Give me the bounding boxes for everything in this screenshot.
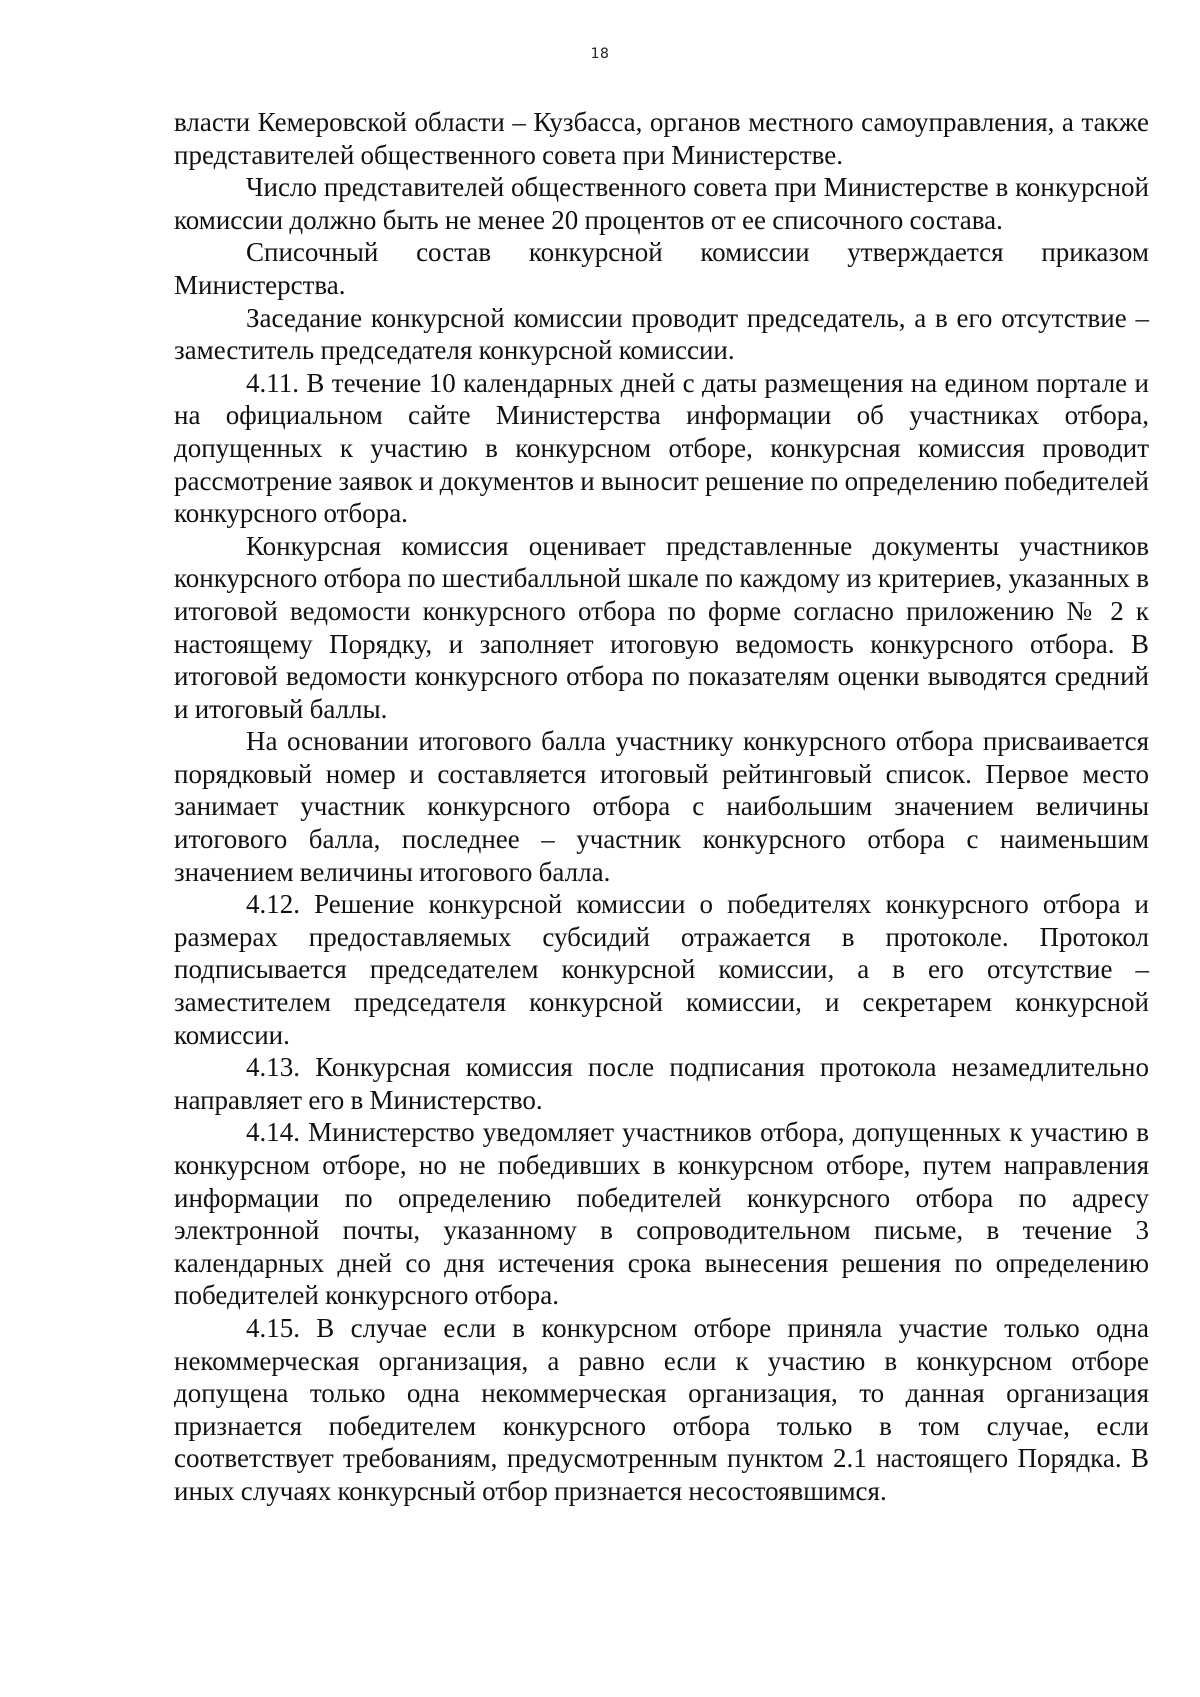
paragraph-4-11: 4.11. В течение 10 календарных дней с даты размещения на едином портале и на официальном сайте Министерства информации об участниках отбора, допущенных к участию в конкурсном отборе, конкурсная комиссия проводит рассмотрение заявок и документов и выносит решение по определению победителей конкурсного отбора.	[174, 367, 1149, 529]
paragraph-4-13: 4.13. Конкурсная комиссия после подписания протокола незамедлительно направляет его в Министерство.	[174, 1052, 1149, 1115]
paragraph-4-14: 4.14. Министерство уведомляет участников отбора, допущенных к участию в конкурсном отборе, но не победивших в конкурсном отборе, путем направления информации по определению победителей конкурсного отбора по адресу электронной почты, указанному в сопроводительном письме, в течение 3 календарных дней со дня истечения срока вынесения решения по определению победителей конкурсного отбора.	[174, 1117, 1149, 1311]
paragraph-rating-list: На основании итогового балла участнику конкурсного отбора присваивается порядковый номер и составляется итоговый рейтинговый список. Первое место занимает участник конкурсного отбора с наибольшим значением величины итогового балла, последнее – участник конкурсного отбора с наименьшим значением величины итогового балла.	[174, 726, 1149, 887]
paragraph-commission-composition: Списочный состав конкурсной комиссии утверждается приказом Министерства.	[174, 237, 1149, 300]
page-number: 18	[590, 46, 610, 62]
paragraph-commission-meeting: Заседание конкурсной комиссии проводит председатель, а в его отсутствие – заместитель председателя конкурсной комиссии.	[174, 302, 1149, 366]
paragraph-public-council-share: Число представителей общественного совета при Министерстве в конкурсной комиссии должно быть не менее 20 процентов от ее списочного состава.	[174, 172, 1149, 235]
paragraph-4-15: 4.15. В случае если в конкурсном отборе приняла участие только одна некоммерческая организация, а равно если к участию в конкурсном отборе допущена только одна некоммерческая организация, то данная организация признается победителем конкурсного отбора только в том случае, если соответствует требованиям, предусмотренным пунктом 2.1 настоящего Порядка. В иных случаях конкурсный отбор признается несостоявшимся.	[174, 1312, 1149, 1506]
paragraph-4-12: 4.12. Решение конкурсной комиссии о победителях конкурсного отбора и размерах предоставляемых субсидий отражается в протоколе. Протокол подписывается председателем конкурсной комиссии, а в его отсутствие – заместителем председателя конкурсной комиссии, и секретарем конкурсной комиссии.	[174, 889, 1149, 1050]
document-body	[174, 106, 1149, 1508]
paragraph-evaluation: Конкурсная комиссия оценивает представленные документы участников конкурсного отбора по шестибалльной шкале по каждому из критериев, указанных в итоговой ведомости конкурсного отбора по форме согласно приложению № 2 к настоящему Порядку, и заполняет итоговую ведомость конкурсного отбора. В итоговой ведомости конкурсного отбора по показателям оценки выводятся средний и итоговый баллы.	[174, 530, 1149, 724]
paragraph-continuation: власти Кемеровской области – Кузбасса, органов местного самоуправления, а также представителей общественного совета при Министерстве.	[174, 107, 1149, 170]
